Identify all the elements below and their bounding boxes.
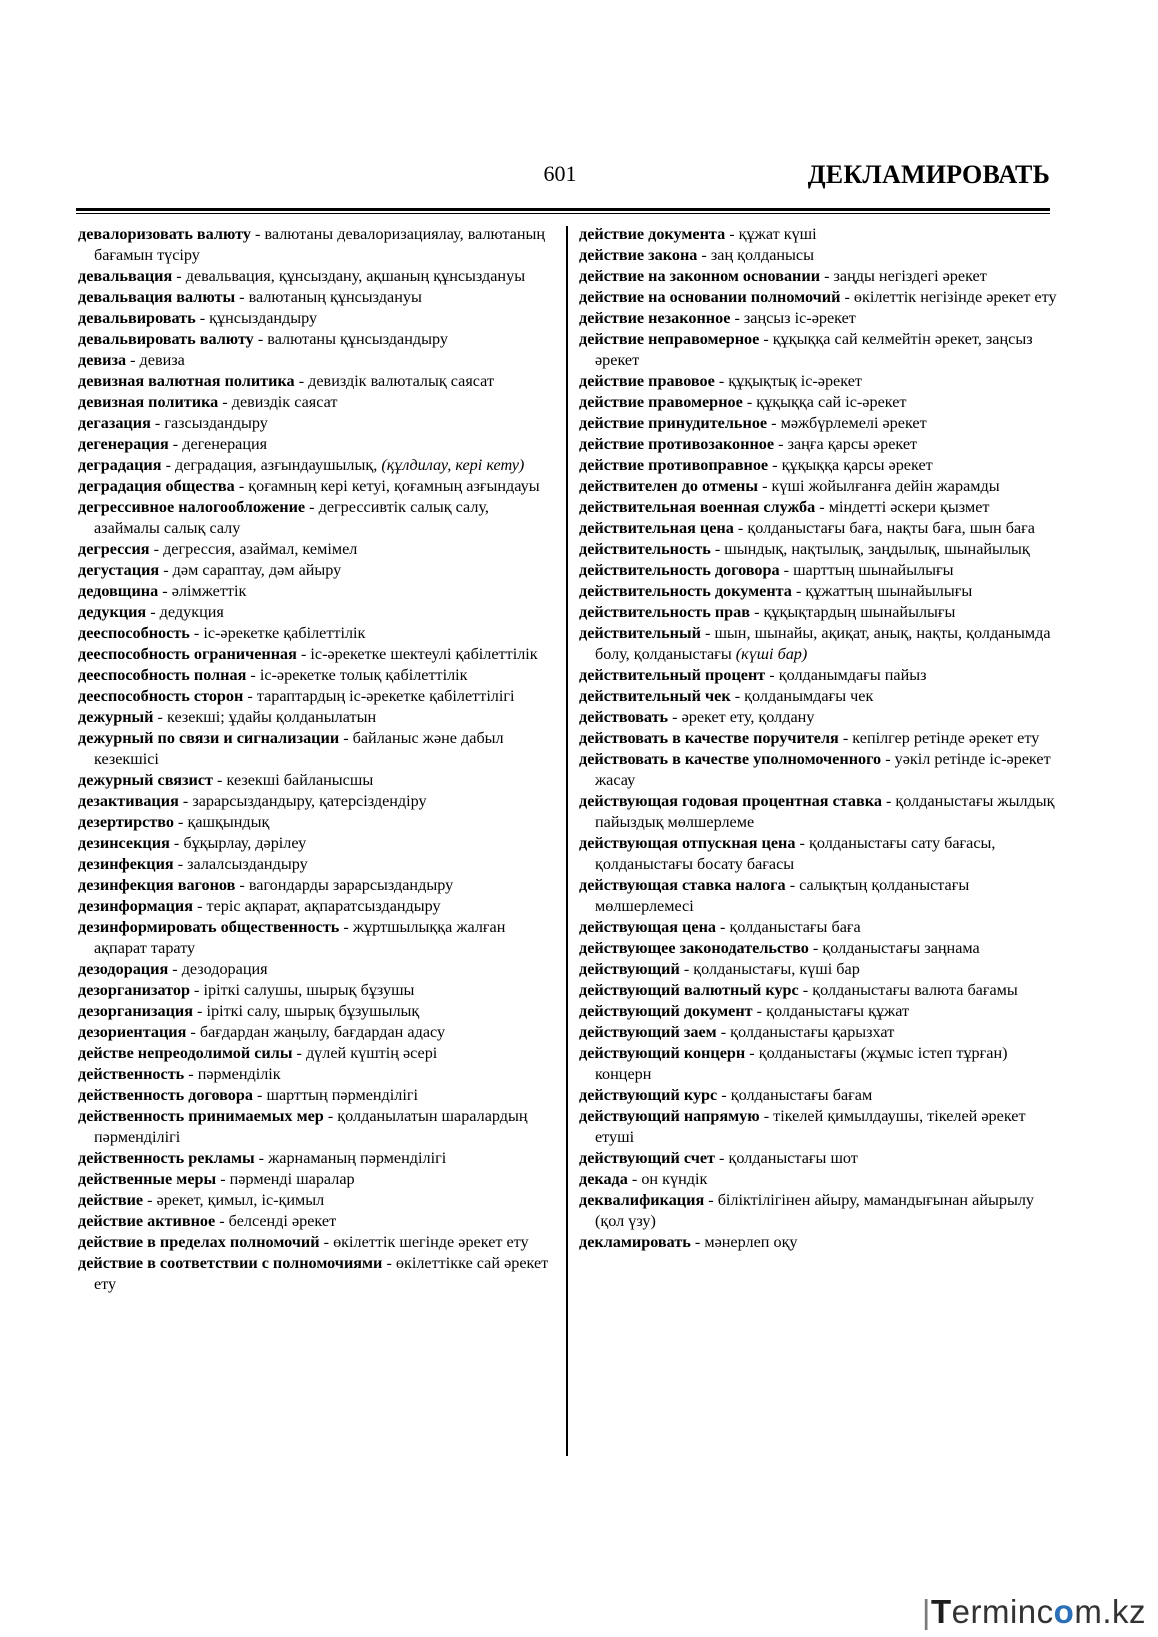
entry-definition: девиза: [139, 351, 185, 369]
entry-term: декламировать: [579, 1233, 691, 1251]
entry-term: действенность договора: [78, 1086, 253, 1104]
entry-term: действующая отпускная цена: [579, 834, 796, 852]
dictionary-entry: дежурный - кезекші; ұдайы қолданылатын: [78, 708, 377, 726]
entry-term: действующий концерн: [579, 1044, 746, 1062]
entry-term: действительный процент: [579, 666, 766, 684]
column-divider: [566, 226, 568, 1456]
entry-term: действенные меры: [78, 1170, 217, 1188]
entry-definition: өкілеттік шегінде әрекет ету: [333, 1233, 529, 1251]
entry-term: действительный: [579, 624, 701, 642]
dictionary-entry: действительная цена - қолданыстағы баға, нақты баға, шын баға: [579, 519, 1035, 537]
dictionary-entry: действие правомерное - құқыққа сай іс-әрекет: [579, 393, 907, 411]
dictionary-entry: дежурный связист - кезекші байланысшы: [78, 771, 374, 789]
dictionary-entry: действительный чек - қолданымдағы чек: [579, 687, 874, 705]
header-rule-thick: [76, 208, 1050, 211]
dictionary-entry: дедукция - дедукция: [78, 603, 224, 621]
entry-term: дееспособность полная: [78, 666, 247, 684]
running-head: ДЕКЛАМИРОВАТЬ: [807, 160, 1050, 189]
entry-definition: девальвация, құнсыздану, ақшаның құнсыздануы: [185, 267, 526, 285]
entry-definition: дедукция: [159, 603, 224, 621]
entry-definition: уәкіл ретінде іс-әрекет жасау: [595, 750, 1051, 789]
entry-definition: қоғамның кері кетуі, қоғамның азғындауы: [248, 477, 540, 495]
entry-term: дезорганизация: [78, 1002, 193, 1020]
entry-definition: пәрменді шаралар: [229, 1170, 355, 1188]
entry-term: действие неправомерное: [579, 330, 760, 348]
entry-term: действие на основании полномочий: [579, 288, 841, 306]
entry-definition: өкілеттікке сай әрекет ету: [94, 1254, 549, 1293]
dictionary-entry: действующий - қолданыстағы, күші бар: [579, 960, 860, 978]
entry-definition: қолданыстағы баға: [729, 918, 861, 936]
entry-term: действующая цена: [579, 918, 716, 936]
entry-definition: девиздік саясат: [231, 393, 338, 411]
dictionary-entry: дезактивация - зарарсыздандыру, қатерсіздендіру: [78, 792, 427, 810]
entry-term: действие активное: [78, 1212, 216, 1230]
dictionary-entry: действенность рекламы - жарнаманың пәрменділігі: [78, 1149, 447, 1167]
entry-definition: қолданыстағы заңнама: [822, 939, 980, 957]
entry-definition: қолданымдағы пайыз: [778, 666, 927, 684]
dictionary-entry: действие неправомерное - құқыққа сай келмейтін әрекет, заңсыз әрекет: [579, 330, 1033, 369]
entry-term: действие закона: [579, 246, 698, 264]
dictionary-entry: девизная политика - девиздік саясат: [78, 393, 338, 411]
entry-definition: залалсыздандыру: [187, 855, 308, 873]
entry-definition: құқыққа қарсы әрекет: [781, 456, 933, 474]
dictionary-entry: деградация общества - қоғамның кері кетуі, қоғамның азғындауы: [78, 477, 540, 495]
entry-term: дедовщина: [78, 582, 159, 600]
entry-definition: қолданыстағы валюта бағамы: [812, 981, 1018, 999]
dictionary-entry: действующий валютный курс - қолданыстағы валюта бағамы: [579, 981, 1018, 999]
entry-term: действующий курс: [579, 1086, 718, 1104]
entry-term: девальвация валюты: [78, 288, 236, 306]
dictionary-entry: девальвация валюты - валютаның құнсыздануы: [78, 288, 422, 306]
dictionary-entry: дееспособность полная - іс-әрекетке толық қабілеттілік: [78, 666, 468, 684]
entry-definition: қолданыстағы (жұмыс істеп тұрған) концерн: [595, 1044, 1008, 1083]
entry-note: (құлдилау, кері кету): [381, 456, 525, 474]
entry-term: дегрессия: [78, 540, 150, 558]
entry-definition: кезекші; ұдайы қолданылатын: [166, 708, 377, 726]
entry-term: дежурный по связи и сигнализации: [78, 729, 340, 747]
entry-definition: салықтың қолданыстағы мөлшерлемесі: [595, 876, 970, 915]
dictionary-entry: действующая отпускная цена - қолданыстағы сату бағасы, қолданыстағы босату бағасы: [579, 834, 996, 873]
entry-term: действующий заем: [579, 1023, 717, 1041]
dictionary-entry: дезинфекция - залалсыздандыру: [78, 855, 308, 873]
entry-term: дееспособность: [78, 624, 190, 642]
dictionary-entry: действовать в качестве поручителя - кепілгер ретінде әрекет ету: [579, 729, 1040, 747]
watermark-mid: erminc: [951, 1593, 1054, 1630]
entry-term: девальвация: [78, 267, 173, 285]
entry-definition: кепілгер ретінде әрекет ету: [852, 729, 1040, 747]
dictionary-entry: действие закона - заң қолданысы: [579, 246, 814, 264]
entry-definition: қолданыстағы бағам: [730, 1086, 873, 1104]
entry-term: дезинфекция: [78, 855, 174, 873]
dictionary-entry: действенность договора - шарттың пәрменділігі: [78, 1086, 418, 1104]
entry-definition: дүлей күштің әсері: [305, 1044, 438, 1062]
dictionary-entry: действительность договора - шарттың шынайылығы: [579, 561, 954, 579]
dictionary-entry: девизная валютная политика - девиздік валюталық саясат: [78, 372, 495, 390]
entry-definition: зарарсыздандыру, қатерсіздендіру: [192, 792, 427, 810]
entry-term: дезактивация: [78, 792, 179, 810]
watermark-o: o: [1053, 1593, 1075, 1630]
dictionary-entry: дезорганизатор - іріткі салушы, шырық бұзушы: [78, 981, 415, 999]
entry-term: действующий напрямую: [579, 1107, 760, 1125]
entry-term: действие документа: [579, 225, 726, 243]
entry-definition: шындық, нақтылық, заңдылық, шынайылық: [724, 540, 1030, 558]
dictionary-entry: действующий заем - қолданыстағы қарызхат: [579, 1023, 895, 1041]
entry-term: действительность документа: [579, 582, 792, 600]
entry-definition: дегрессия, азаймал, кемімел: [163, 540, 358, 558]
dictionary-entry: действовать - әрекет ету, қолдану: [579, 708, 815, 726]
entry-definition: қолданыстағы құжат: [766, 1002, 910, 1020]
entry-term: действующая ставка налога: [579, 876, 786, 894]
entry-term: действие незаконное: [579, 309, 731, 327]
watermark-suffix: m.kz: [1074, 1593, 1146, 1630]
entry-term: дезинформация: [78, 897, 194, 915]
entry-definition: қашқындық: [187, 813, 270, 831]
entry-term: девизная валютная политика: [78, 372, 295, 390]
entry-term: дежурный: [78, 708, 154, 726]
entry-term: девальвировать: [78, 309, 196, 327]
entry-definition: әрекет ету, қолдану: [681, 708, 815, 726]
entry-definition: дегрессивтік салық салу, азаймалы салық салу: [94, 498, 489, 537]
watermark-logo: [922, 1593, 1146, 1631]
dictionary-entry: действие правовое - құқықтық іс-әрекет: [579, 372, 862, 390]
dictionary-entry: действующая ставка налога - салықтың қолданыстағы мөлшерлемесі: [579, 876, 970, 915]
dictionary-entry: действие в пределах полномочий - өкілеттік шегінде әрекет ету: [78, 1233, 529, 1251]
entry-term: действие принудительное: [579, 414, 768, 432]
dictionary-entry: действующее законодательство - қолданыстағы заңнама: [579, 939, 980, 957]
dictionary-entry: девальвировать валюту - валютаны құнсыздандыру: [78, 330, 448, 348]
entry-term: действие противоправное: [579, 456, 769, 474]
dictionary-entry: действующий курс - қолданыстағы бағам: [579, 1086, 873, 1104]
entry-definition: қолданылатын шаралардың пәрменділігі: [94, 1107, 528, 1146]
entry-definition: қолданыстағы, күші бар: [693, 960, 860, 978]
dictionary-entry: декламировать - мәнерлеп оқу: [579, 1233, 798, 1251]
dictionary-entry: действительность документа - құжаттың шынайылығы: [579, 582, 973, 600]
dictionary-entry: дезорганизация - іріткі салу, шырық бұзушылық: [78, 1002, 420, 1020]
entry-term: дезинформировать общественность: [78, 918, 340, 936]
entry-term: действующий документ: [579, 1002, 753, 1020]
entry-term: действовать в качестве уполномоченного: [579, 750, 882, 768]
dictionary-entry: действующая цена - қолданыстағы баға: [579, 918, 861, 936]
dictionary-entry: дезориентация - бағдардан жаңылу, бағдардан адасу: [78, 1023, 446, 1041]
entry-definition: әрекет, қимыл, іс-қимыл: [156, 1191, 325, 1209]
entry-term: дегазация: [78, 414, 151, 432]
dictionary-entry: действительность - шындық, нақтылық, заңдылық, шынайылық: [579, 540, 1030, 558]
entry-term: действие на законном основании: [579, 267, 821, 285]
dictionary-entry: действе непреодолимой силы - дүлей күштің әсері: [78, 1044, 438, 1062]
dictionary-entry: дезодорация - дезодорация: [78, 960, 268, 978]
entry-definition: вагондарды зарарсыздандыру: [248, 876, 454, 894]
entry-term: действительность договора: [579, 561, 780, 579]
entry-term: действие: [78, 1191, 144, 1209]
entry-definition: өкілеттік негізінде әрекет ету: [853, 288, 1057, 306]
dictionary-entry: действующий счет - қолданыстағы шот: [579, 1149, 858, 1167]
dictionary-entry: действителен до отмены - күші жойылғанға дейін жарамды: [579, 477, 1000, 495]
entry-definition: дәм сараптау, дәм айыру: [172, 561, 342, 579]
entry-definition: міндетті әскери қызмет: [828, 498, 990, 516]
entry-term: деградация: [78, 456, 162, 474]
entry-definition: жарнаманың пәрменділігі: [268, 1149, 447, 1167]
dictionary-entry: действующая годовая процентная ставка - қолданыстағы жылдық пайыздық мөлшерлеме: [579, 792, 1055, 831]
entry-term: действующий счет: [579, 1149, 715, 1167]
entry-definition: девиздік валюталық саясат: [308, 372, 495, 390]
entry-term: действенность принимаемых мер: [78, 1107, 324, 1125]
entry-term: действительность: [579, 540, 711, 558]
entry-term: дезориентация: [78, 1023, 187, 1041]
dictionary-entry: дегрессия - дегрессия, азаймал, кемімел: [78, 540, 358, 558]
entry-definition: дегенерация: [182, 435, 268, 453]
entry-definition: қолданыстағы баға, нақты баға, шын баға: [747, 519, 1035, 537]
dictionary-entry: действие на законном основании - заңды негіздегі әрекет: [579, 267, 987, 285]
entry-term: действующий: [579, 960, 680, 978]
entry-definition: белсенді әрекет: [228, 1212, 337, 1230]
dictionary-entry: действующий напрямую - тікелей қимылдаушы, тікелей әрекет етуші: [579, 1107, 1026, 1146]
dictionary-entry: действие документа - құжат күші: [579, 225, 817, 243]
dictionary-entry: действовать в качестве уполномоченного - уәкіл ретінде іс-әрекет жасау: [579, 750, 1051, 789]
entry-definition: қолданыстағы сату бағасы, қолданыстағы босату бағасы: [595, 834, 996, 873]
entry-definition: шарттың пәрменділігі: [266, 1086, 418, 1104]
entry-definition: заңды негіздегі әрекет: [833, 267, 987, 285]
entry-definition: іс-әрекетке қабілеттілік: [203, 624, 366, 642]
dictionary-entry: девальвация - девальвация, құнсыздану, ақшаның құнсыздануы: [78, 267, 526, 285]
entry-term: дезодорация: [78, 960, 169, 978]
entry-term: дезорганизатор: [78, 981, 190, 999]
entry-definition: заңсыз іс-әрекет: [743, 309, 856, 327]
entry-definition: мәжбүрлемелі әрекет: [780, 414, 927, 432]
entry-definition: құқыққа сай келмейтін әрекет, заңсыз әрекет: [595, 330, 1033, 369]
entry-definition: валютаның құнсыздануы: [248, 288, 422, 306]
entry-definition: заңға қарсы әрекет: [787, 435, 918, 453]
entry-term: действительный чек: [579, 687, 731, 705]
dictionary-entry: действие незаконное - заңсыз іс-әрекет: [579, 309, 856, 327]
entry-definition: газсыздандыру: [164, 414, 268, 432]
dictionary-entry: действенность - пәрменділік: [78, 1065, 281, 1083]
entry-term: дегенерация: [78, 435, 169, 453]
dictionary-entry: дезинсекция - бұқырлау, дәрілеу: [78, 834, 307, 852]
dictionary-entry: дегустация - дәм сараптау, дәм айыру: [78, 561, 342, 579]
dictionary-entry: действительная военная служба - міндетті әскери қызмет: [579, 498, 990, 516]
dictionary-entry: дееспособность - іс-әрекетке қабілеттілік: [78, 624, 366, 642]
dictionary-entry: деквалификация - біліктілігінен айыру, мамандығынан айырылу (қол үзу): [579, 1191, 1035, 1230]
right-column: [579, 224, 1057, 1253]
entry-term: деградация общества: [78, 477, 235, 495]
entry-definition: іс-әрекетке шектеулі қабілеттілік: [310, 645, 538, 663]
entry-definition: байланыс және дабыл кезекшісі: [94, 729, 504, 768]
entry-term: действующий валютный курс: [579, 981, 799, 999]
entry-definition: құқыққа сай іс-әрекет: [756, 393, 907, 411]
entry-term: дезинфекция вагонов: [78, 876, 236, 894]
entry-definition: әлімжеттік: [171, 582, 247, 600]
entry-definition: қолданыстағы шот: [728, 1149, 858, 1167]
dictionary-entry: девалоризовать валюту - валютаны девалоризациялау, валютаның бағамын түсіру: [78, 225, 546, 264]
entry-definition: валютаны девалоризациялау, валютаның бағамын түсіру: [94, 225, 546, 264]
entry-definition: шарттың шынайылығы: [793, 561, 954, 579]
dictionary-entry: действие в соответствии с полномочиями - өкілеттікке сай әрекет ету: [78, 1254, 549, 1293]
dictionary-entry: действие противозаконное - заңға қарсы әрекет: [579, 435, 918, 453]
entry-term: декада: [579, 1170, 628, 1188]
entry-term: действовать: [579, 708, 669, 726]
entry-definition: пәрменділік: [197, 1065, 281, 1083]
watermark-t: T: [930, 1593, 952, 1630]
entry-term: дежурный связист: [78, 771, 213, 789]
dictionary-entry: действительный процент - қолданымдағы пайыз: [579, 666, 927, 684]
dictionary-entry: дегенерация - дегенерация: [78, 435, 268, 453]
entry-definition: бұқырлау, дәрілеу: [183, 834, 307, 852]
entry-term: действующее законодательство: [579, 939, 809, 957]
dictionary-entry: девальвировать - құнсыздандыру: [78, 309, 318, 327]
dictionary-entry: действующий документ - қолданыстағы құжат: [579, 1002, 910, 1020]
dictionary-entry: дедовщина - әлімжеттік: [78, 582, 247, 600]
entry-term: дегрессивное налогообложение: [78, 498, 306, 516]
entry-definition: жұртшылыққа жалған ақпарат тарату: [94, 918, 506, 957]
left-column: [78, 224, 552, 1295]
dictionary-entry: дезертирство - қашқындық: [78, 813, 270, 831]
entry-term: действие в пределах полномочий: [78, 1233, 320, 1251]
entry-definition: күші жойылғанға дейін жарамды: [771, 477, 1000, 495]
dictionary-entry: дезинфекция вагонов - вагондарды зарарсыздандыру: [78, 876, 454, 894]
entry-definition: құқықтардың шынайылығы: [763, 603, 956, 621]
entry-term: действе непреодолимой силы: [78, 1044, 293, 1062]
entry-term: дееспособность сторон: [78, 687, 244, 705]
entry-definition: кезекші байланысшы: [226, 771, 374, 789]
dictionary-entry: действительный - шын, шынайы, ақиқат, анық, нақты, қолданымда болу, қолданыстағы (күші бар): [579, 624, 1051, 663]
entry-term: дезинсекция: [78, 834, 170, 852]
dictionary-entry: действие противоправное - құқыққа қарсы әрекет: [579, 456, 933, 474]
entry-term: дегустация: [78, 561, 160, 579]
dictionary-entry: действенные меры - пәрменді шаралар: [78, 1170, 355, 1188]
entry-definition: бағдардан жаңылу, бағдардан адасу: [199, 1023, 446, 1041]
dictionary-entry: дезинформация - теріс ақпарат, ақпаратсыздандыру: [78, 897, 441, 915]
entry-definition: іріткі салу, шырық бұзушылық: [206, 1002, 420, 1020]
header-rule-thin: [76, 213, 1050, 214]
entry-term: действенность рекламы: [78, 1149, 255, 1167]
entry-definition: құқықтық іс-әрекет: [728, 372, 862, 390]
dictionary-entry: действие принудительное - мәжбүрлемелі әрекет: [579, 414, 927, 432]
entry-term: девальвировать валюту: [78, 330, 254, 348]
entry-note: (күші бар): [735, 645, 808, 663]
dictionary-entry: декада - он күндік: [579, 1170, 708, 1188]
entry-term: девизная политика: [78, 393, 219, 411]
entry-term: действовать в качестве поручителя: [579, 729, 839, 747]
entry-term: действие в соответствии с полномочиями: [78, 1254, 383, 1272]
entry-term: действенность: [78, 1065, 185, 1083]
dictionary-entry: действие - әрекет, қимыл, іс-қимыл: [78, 1191, 325, 1209]
entry-definition: біліктілігінен айыру, мамандығынан айырылу (қол үзу): [595, 1191, 1035, 1230]
dictionary-entry: деградация - деградация, азғындаушылық, (құлдилау, кері кету): [78, 456, 525, 474]
entry-term: девалоризовать валюту: [78, 225, 251, 243]
dictionary-entry: дееспособность сторон - тараптардың іс-әрекетке қабілеттілігі: [78, 687, 515, 705]
entry-term: действие правомерное: [579, 393, 743, 411]
entry-term: действителен до отмены: [579, 477, 759, 495]
entry-term: дедукция: [78, 603, 147, 621]
dictionary-entry: действие на основании полномочий - өкілеттік негізінде әрекет ету: [579, 288, 1057, 306]
entry-term: действительная военная служба: [579, 498, 816, 516]
dictionary-entry: дееспособность ограниченная - іс-әрекетке шектеулі қабілеттілік: [78, 645, 538, 663]
entry-definition: тараптардың іс-әрекетке қабілеттілігі: [256, 687, 515, 705]
entry-definition: деградация, азғындаушылық,: [175, 456, 378, 474]
dictionary-entry: действующий концерн - қолданыстағы (жұмыс істеп тұрған) концерн: [579, 1044, 1008, 1083]
page-number: 601: [543, 161, 577, 186]
entry-definition: құжат күші: [738, 225, 817, 243]
entry-definition: қолданыстағы жылдық пайыздық мөлшерлеме: [595, 792, 1055, 831]
dictionary-entry: дежурный по связи и сигнализации - байланыс және дабыл кезекшісі: [78, 729, 504, 768]
entry-definition: заң қолданысы: [710, 246, 814, 264]
dictionary-entry: действительность прав - құқықтардың шынайылығы: [579, 603, 956, 621]
entry-term: действие правовое: [579, 372, 715, 390]
watermark-prefix: |: [921, 1593, 931, 1630]
dictionary-entry: дегазация - газсыздандыру: [78, 414, 268, 432]
entry-term: действие противозаконное: [579, 435, 775, 453]
dictionary-entry: девиза - девиза: [78, 351, 185, 369]
dictionary-entry: дегрессивное налогообложение - дегрессивтік салық салу, азаймалы салық салу: [78, 498, 489, 537]
entry-term: дееспособность ограниченная: [78, 645, 297, 663]
entry-definition: теріс ақпарат, ақпаратсыздандыру: [206, 897, 441, 915]
entry-definition: валютаны құнсыздандыру: [267, 330, 448, 348]
entry-definition: қолданымдағы чек: [744, 687, 874, 705]
entry-definition: іріткі салушы, шырық бұзушы: [203, 981, 415, 999]
entry-definition: тікелей қимылдаушы, тікелей әрекет етуші: [595, 1107, 1026, 1146]
entry-definition: құжаттың шынайылығы: [805, 582, 973, 600]
entry-term: действительность прав: [579, 603, 751, 621]
entry-definition: шын, шынайы, ақиқат, анық, нақты, қолданымда болу, қолданыстағы: [595, 624, 1051, 663]
entry-definition: мәнерлеп оқу: [704, 1233, 798, 1251]
entry-definition: құнсыздандыру: [209, 309, 318, 327]
entry-definition: дезодорация: [181, 960, 268, 978]
dictionary-entry: действенность принимаемых мер - қолданылатын шаралардың пәрменділігі: [78, 1107, 528, 1146]
entry-term: дезертирство: [78, 813, 174, 831]
entry-definition: он күндік: [641, 1170, 708, 1188]
entry-term: действующая годовая процентная ставка: [579, 792, 882, 810]
entry-term: действительная цена: [579, 519, 734, 537]
dictionary-entry: действие активное - белсенді әрекет: [78, 1212, 337, 1230]
entry-definition: іс-әрекетке толық қабілеттілік: [259, 666, 468, 684]
entry-term: девиза: [78, 351, 127, 369]
dictionary-entry: дезинформировать общественность - жұртшылыққа жалған ақпарат тарату: [78, 918, 506, 957]
entry-term: деквалификация: [579, 1191, 705, 1209]
entry-definition: қолданыстағы қарызхат: [730, 1023, 895, 1041]
